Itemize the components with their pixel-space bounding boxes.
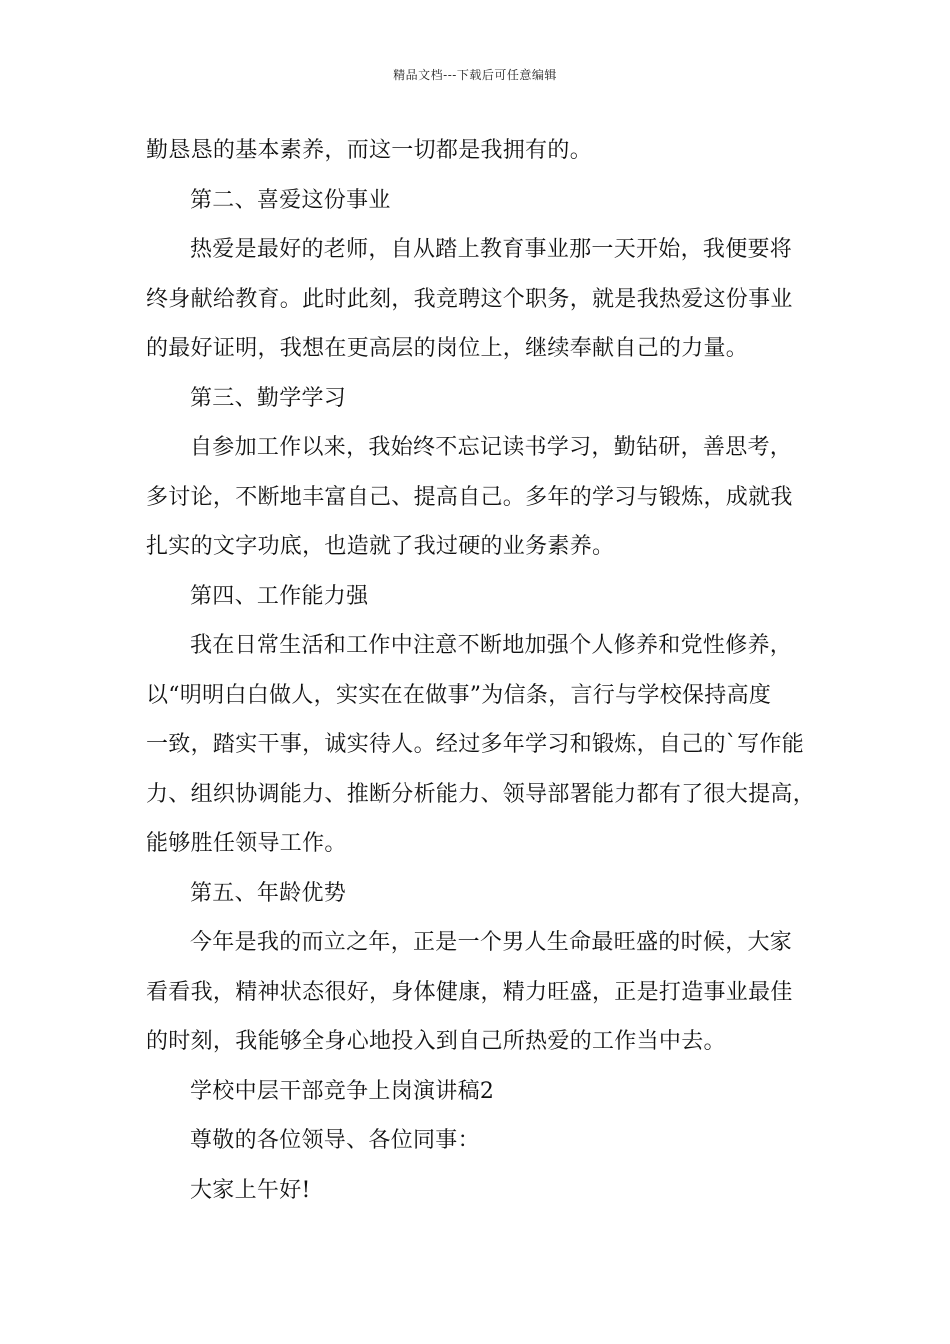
section-heading-5: 第五、年龄优势: [190, 880, 347, 906]
section-heading-4: 第四、工作能力强: [190, 583, 369, 609]
text-line-8: 多讨论，不断地丰富自己、提高自己。多年的学习与锻炼，成就我: [146, 484, 793, 510]
section-heading-3: 第三、勤学学习: [190, 385, 347, 411]
document-body: [146, 126, 826, 1215]
text-line-1: 勤恳恳的基本素养，而这一切都是我拥有的。: [146, 138, 593, 163]
text-line-19: 的时刻，我能够全身心地投入到自己所热爱的工作当中去。: [146, 1029, 726, 1054]
section-heading-2: 第二、喜爱这份事业: [190, 187, 391, 213]
text-line-7: 自参加工作以来，我始终不忘记读书学习，勤钻研，善思考，: [190, 435, 793, 460]
text-line-3: 热爱是最好的老师，自从踏上教育事业那一天开始，我便要将: [190, 237, 793, 262]
speech-title: 学校中层干部竞争上岗演讲稿2: [190, 1078, 495, 1104]
text-line-5: 的最好证明，我想在更高层的岗位上，继续奉献自己的力量。: [146, 336, 749, 361]
greeting: 大家上午好!: [190, 1177, 311, 1203]
text-line-11: 我在日常生活和工作中注意不断地加强个人修养和党性修养，: [190, 633, 793, 658]
text-line-15: 能够胜任领导工作。: [146, 831, 347, 856]
text-line-12: 以“明明白白做人，实实在在做事”为信条，言行与学校保持高度: [146, 682, 772, 708]
text-line-13: 一致，踏实干事，诚实待人。经过多年学习和锻炼，自己的`写作能: [146, 732, 805, 757]
text-line-4: 终身献给教育。此时此刻，我竞聘这个职务，就是我热爱这份事业: [146, 286, 793, 312]
text-line-9: 扎实的文字功底，也造就了我过硬的业务素养。: [146, 534, 615, 559]
text-line-14: 力、组织协调能力、推断分析能力、领导部署能力都有了很大提高，: [146, 781, 816, 807]
text-line-17: 今年是我的而立之年，正是一个男人生命最旺盛的时候，大家: [190, 930, 793, 955]
salutation: 尊敬的各位领导、各位同事：: [190, 1128, 480, 1153]
text-line-18: 看看我，精神状态很好，身体健康，精力旺盛，正是打造事业最佳: [146, 979, 793, 1005]
page-header: 精品文档---下载后可任意编辑: [393, 68, 557, 82]
